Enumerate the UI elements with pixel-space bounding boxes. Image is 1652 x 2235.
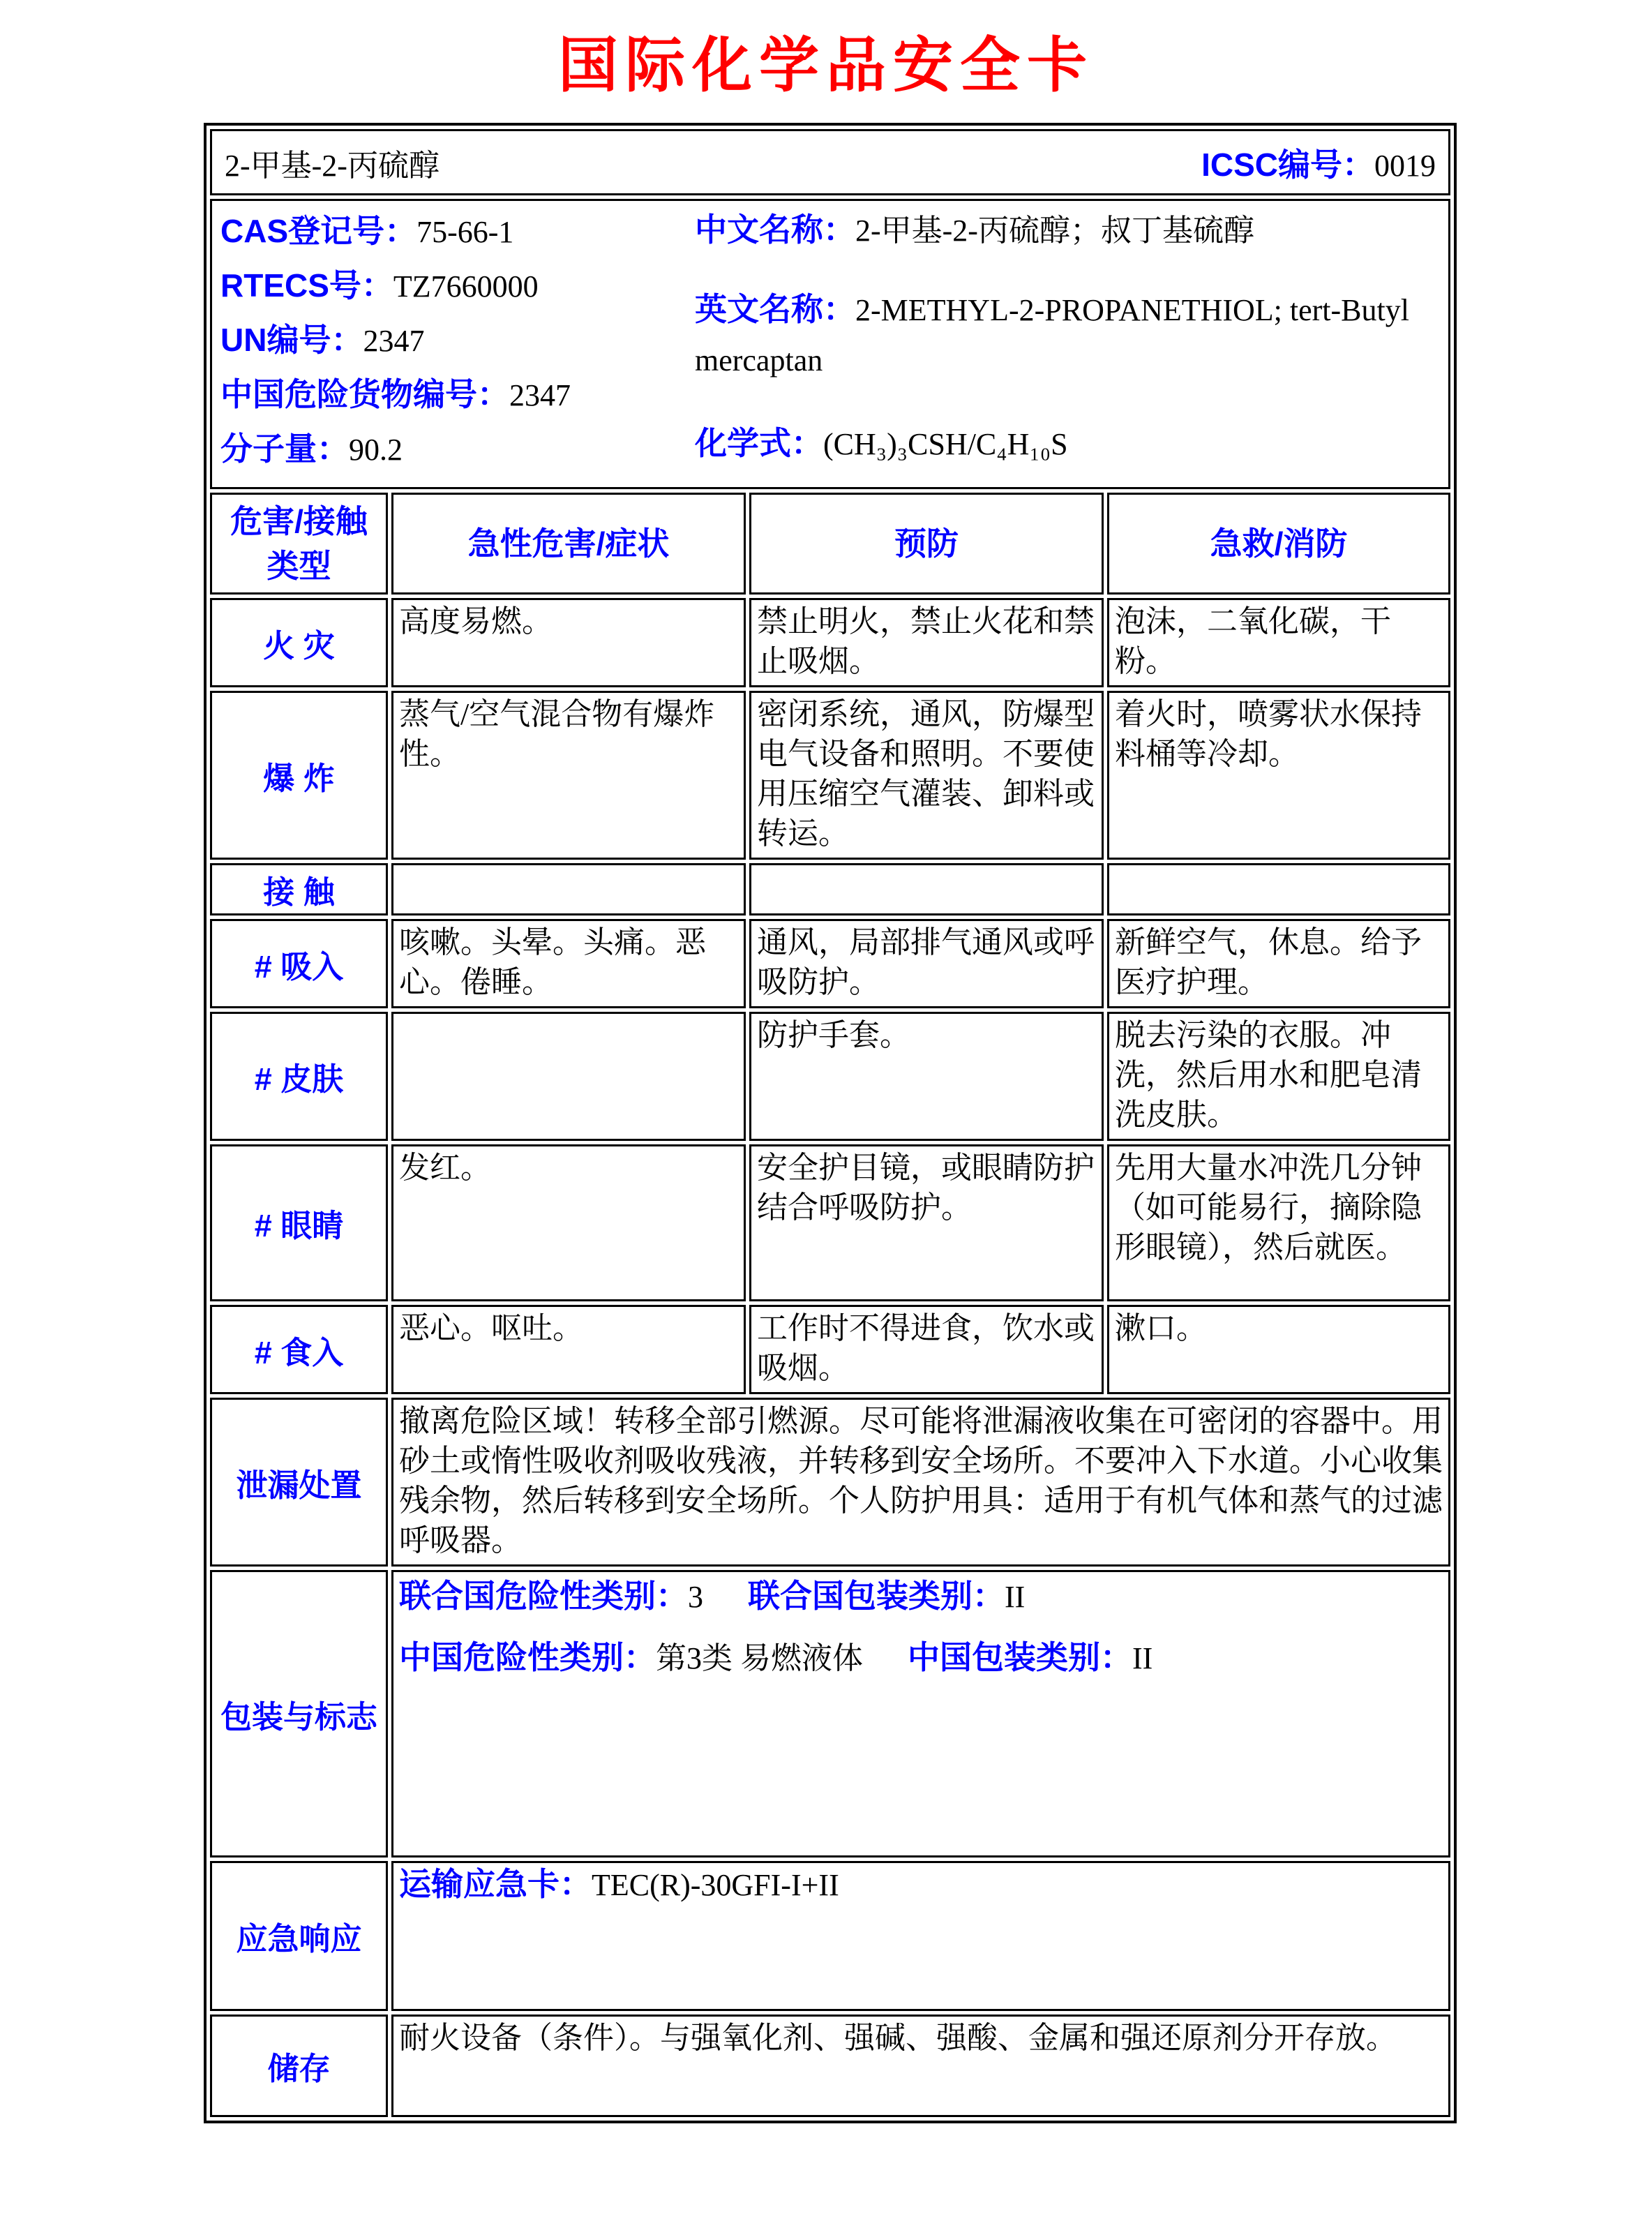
row-label-explosion: 爆 炸	[210, 691, 388, 860]
cn-packing-group-value: II	[1132, 1641, 1153, 1675]
col-header-prevention: 预防	[749, 493, 1104, 595]
hazard-row-ingestion	[210, 1305, 1450, 1394]
page-title: 国际化学品安全卡	[558, 32, 1094, 99]
hazard-row-exposure	[210, 863, 1450, 915]
icsc-document	[0, 17, 1652, 2123]
un-packing-group-label: 联合国包装类别：	[748, 1578, 1005, 1614]
fire-prevention: 禁止明火，禁止火花和禁止吸烟。	[749, 598, 1104, 687]
formula-value: (CH₃)₃CSH/C₄H₁₀S	[823, 427, 1068, 461]
un-number-line	[220, 317, 695, 371]
icsc-number-label: ICSC编号：	[1201, 146, 1374, 183]
exposure-symptoms	[391, 863, 746, 915]
rtecs-number-label: RTECS号：	[220, 267, 393, 304]
un-hazard-class-label: 联合国危险性类别：	[399, 1578, 688, 1614]
skin-prevention: 防护手套。	[749, 1012, 1104, 1141]
tec-card-value: TEC(R)-30GFI-I+II	[592, 1868, 839, 1902]
un-hazard-class-value: 3	[688, 1580, 703, 1614]
hazard-row-fire	[210, 598, 1450, 687]
hazard-row-explosion	[210, 691, 1450, 860]
col-header-hazard-type: 危害/接触类型	[210, 493, 388, 595]
cn-hazard-class-value: 第3类 易燃液体	[656, 1641, 863, 1675]
icsc-number-value: 0019	[1374, 148, 1436, 183]
fire-response: 泡沫，二氧化碳，干粉。	[1107, 598, 1450, 687]
row-label-storage: 储存	[210, 2015, 388, 2117]
inhalation-response: 新鲜空气，休息。给予医疗护理。	[1107, 919, 1450, 1008]
storage-content: 耐火设备（条件）。与强氧化剂、强碱、强酸、金属和强还原剂分开存放。	[391, 2015, 1450, 2117]
explosion-symptoms: 蒸气/空气混合物有爆炸性。	[391, 691, 746, 860]
section-row-storage	[210, 2015, 1450, 2117]
eyes-prevention: 安全护目镜，或眼睛防护结合呼吸防护。	[749, 1144, 1104, 1301]
col-header-symptoms: 急性危害/症状	[391, 493, 746, 595]
cas-number-line	[220, 208, 695, 262]
cn-name-label: 中文名称：	[695, 211, 855, 248]
china-dg-number-value: 2347	[509, 378, 571, 412]
un-packing-group-value: II	[1005, 1580, 1026, 1614]
ingestion-symptoms: 恶心。呕吐。	[391, 1305, 746, 1394]
row-label-packaging: 包装与标志	[210, 1570, 388, 1857]
hazard-row-inhalation	[210, 919, 1450, 1008]
row-label-spill: 泄漏处置	[210, 1398, 388, 1567]
row-label-ingestion: # 食入	[210, 1305, 388, 1394]
rtecs-number-value: TZ7660000	[393, 269, 539, 304]
cn-name-value: 2-甲基-2-丙硫醇；叔丁基硫醇	[855, 214, 1254, 248]
identifiers-row	[210, 199, 1450, 489]
cn-classification-line	[399, 1635, 1443, 1681]
cn-name-line	[695, 208, 1440, 260]
fire-symptoms: 高度易燃。	[391, 598, 746, 687]
china-dg-number-label: 中国危险货物编号：	[220, 376, 509, 412]
en-name-line	[695, 287, 1440, 389]
en-name-label: 英文名称：	[695, 291, 855, 327]
molecular-weight-label: 分子量：	[220, 431, 349, 467]
ingestion-response: 漱口。	[1107, 1305, 1450, 1394]
identifiers-left-column	[220, 208, 695, 480]
icsc-number	[1201, 140, 1436, 186]
row-label-exposure: 接 触	[210, 863, 388, 915]
exposure-prevention	[749, 863, 1104, 915]
row-label-fire: 火 灾	[210, 598, 388, 687]
name-row	[210, 129, 1450, 195]
section-row-packaging	[210, 1570, 1450, 1857]
row-label-inhalation: # 吸入	[210, 919, 388, 1008]
exposure-response	[1107, 863, 1450, 915]
hazard-row-eyes	[210, 1144, 1450, 1301]
hazard-row-skin	[210, 1012, 1450, 1141]
row-label-eyes: # 眼睛	[210, 1144, 388, 1301]
section-row-spill	[210, 1398, 1450, 1567]
formula-label: 化学式：	[695, 425, 823, 461]
rtecs-number-line	[220, 262, 695, 317]
explosion-response: 着火时，喷雾状水保持料桶等冷却。	[1107, 691, 1450, 860]
section-row-emergency	[210, 1861, 1450, 2011]
cn-hazard-class-label: 中国危险性类别：	[399, 1639, 656, 1675]
row-label-emergency: 应急响应	[210, 1861, 388, 2011]
name-cell	[210, 129, 1450, 195]
identifiers-right-column	[695, 208, 1440, 480]
cas-number-label: CAS登记号：	[220, 213, 417, 249]
tec-card-label: 运输应急卡：	[399, 1866, 592, 1902]
eyes-response: 先用大量水冲洗几分钟（如可能易行，摘除隐形眼镜），然后就医。	[1107, 1144, 1450, 1301]
emergency-content	[391, 1861, 1450, 2011]
packaging-content	[391, 1570, 1450, 1857]
spill-content: 撤离危险区域！转移全部引燃源。尽可能将泄漏液收集在可密闭的容器中。用砂土或惰性吸收剂吸收残液，并转移到安全场所。不要冲入下水道。小心收集残余物，然后转移到安全场所。个人防护用具：适用于有机气体和蒸气的过滤呼吸器。	[391, 1398, 1450, 1567]
identifiers-cell	[210, 199, 1450, 489]
col-header-firstaid: 急救/消防	[1107, 493, 1450, 595]
un-number-value: 2347	[363, 324, 425, 358]
icsc-card-table	[204, 123, 1457, 2123]
en-name-value: 2-METHYL-2-PROPANETHIOL; tert-Butyl mercaptan	[695, 293, 1409, 378]
china-dg-number-line	[220, 371, 695, 426]
chemical-name-cn: 2-甲基-2-丙硫醇	[225, 148, 440, 183]
inhalation-prevention: 通风，局部排气通风或呼吸防护。	[749, 919, 1104, 1008]
explosion-prevention: 密闭系统，通风，防爆型电气设备和照明。不要使用压缩空气灌装、卸料或转运。	[749, 691, 1104, 860]
formula-line	[695, 421, 1440, 473]
skin-response: 脱去污染的衣服。冲洗，然后用水和肥皂清洗皮肤。	[1107, 1012, 1450, 1141]
molecular-weight-value: 90.2	[349, 433, 403, 467]
un-number-label: UN编号：	[220, 322, 363, 358]
row-label-skin: # 皮肤	[210, 1012, 388, 1141]
skin-symptoms	[391, 1012, 746, 1141]
hazard-header-row	[210, 493, 1450, 595]
cn-packing-group-label: 中国包装类别：	[908, 1639, 1132, 1675]
ingestion-prevention: 工作时不得进食，饮水或吸烟。	[749, 1305, 1104, 1394]
un-classification-line	[399, 1574, 1443, 1620]
inhalation-symptoms: 咳嗽。头晕。头痛。恶心。倦睡。	[391, 919, 746, 1008]
cas-number-value: 75-66-1	[416, 215, 514, 249]
eyes-symptoms: 发红。	[391, 1144, 746, 1301]
molecular-weight-line	[220, 426, 695, 480]
